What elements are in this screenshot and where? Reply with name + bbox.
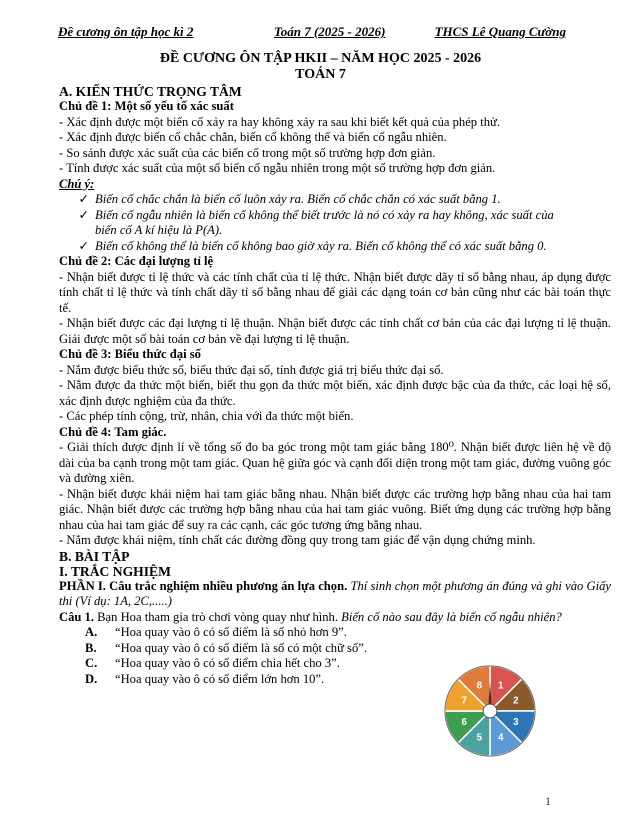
question1-label: Câu 1. <box>59 609 94 624</box>
part1-instructions <box>59 579 611 610</box>
option-b: B. “Hoa quay vào ô có số điểm là số có một chữ số”. <box>85 640 367 655</box>
section-b-heading: B. BÀI TẬP <box>59 548 130 564</box>
page-header <box>58 24 566 40</box>
section-b1-heading: I. TRẮC NGHIỆM <box>59 563 171 579</box>
part1-title: PHẦN I. Câu trắc nghiệm nhiều phương án lựa chọn. <box>59 578 348 593</box>
doc-body <box>59 84 611 687</box>
wheel-number: 3 <box>513 717 519 729</box>
note-item: ✓ Biến cố không thể là biến cố không bao giờ xảy ra. Biến cố không thể có xác suất bằng 0. <box>59 239 611 255</box>
topic4-item: - Giải thích được định lí về tổng số đo ba góc trong một tam giác bằng 180⁰. Nhận biết được liên hệ về độ dài của ba cạnh trong một tam giác. Quan hệ giữa góc và cạnh đối diện trong một tam giác, đường vuông góc và đường xiên. <box>59 440 611 485</box>
topic1-item: - Tính được xác suất của một số biến cố ngẫu nhiên trong một số trường hợp đơn giản. <box>59 161 496 175</box>
page-number: 1 <box>545 794 551 808</box>
wheel-number: 7 <box>461 695 467 707</box>
header-center: Toán 7 (2025 - 2026) <box>274 24 386 39</box>
topic1-title: Chủ đề 1: Một số yếu tố xác suất <box>59 99 234 113</box>
option-c: C. “Hoa quay vào ô có số điểm chia hết cho 3”. <box>85 656 340 670</box>
note-item: ✓ Biến cố chắc chắn là biến cố luôn xảy ra. Biến cố chắc chắn có xác suất bằng 1. <box>59 192 611 208</box>
note-label: Chú ý: <box>59 176 95 191</box>
doc-subtitle: TOÁN 7 <box>295 67 346 82</box>
topic4-item: - Nắm được khái niệm, tính chất các đường đồng quy trong tam giác để vận dụng chứng minh. <box>59 533 536 547</box>
topic3-item: - Các phép tính cộng, trừ, nhân, chia với đa thức một biến. <box>59 409 354 423</box>
checkmark-icon: ✓ <box>78 238 89 253</box>
header-right: THCS Lê Quang Cường <box>434 24 566 39</box>
topic2-item: - Nhận biết được các đại lượng tỉ lệ thuận. Nhận biết được các tính chất cơ bản của các đại lượng tỉ lệ thuận. Giải được một số bài toán cơ bản về đại lượng tỉ lệ thuận. <box>59 316 611 346</box>
note-item: ✓ Biến cố ngẫu nhiên là biến cố không thể biết trước là nó có xảy ra hay không, xác suất của <box>59 208 611 224</box>
topic3-title: Chủ đề 3: Biểu thức đại số <box>59 347 201 361</box>
wheel-number: 5 <box>476 732 483 744</box>
wheel-number: 1 <box>497 680 504 692</box>
topic2-title: Chủ đề 2: Các đại lượng tỉ lệ <box>59 254 214 268</box>
wheel-hub <box>483 704 497 718</box>
checkmark-icon: ✓ <box>78 207 89 222</box>
checkmark-icon: ✓ <box>78 192 89 206</box>
part1-note: Thí sinh chọn một phương án đúng và ghi vào Giấy thi (Ví dụ: 1A, 2C,.....) <box>59 578 612 608</box>
wheel-number: 6 <box>461 717 467 729</box>
section-a-heading: A. KIẾN THỨC TRỌNG TÂM <box>59 84 242 99</box>
topic4-item: - Nhận biết được khái niệm hai tam giác bằng nhau. Nhận biết được các trường hợp bằng nhau của hai tam giác. Nhận biết được các trường hợp bằng nhau của hai tam giác vuông. Biết ứng dụng các trường hợp bằng nhau của hai tam giác để suy ra các cạnh, các góc tương ứng bằng nhau. <box>59 486 611 532</box>
wheel-number: 4 <box>497 732 504 744</box>
question1-ask: Biến cố nào sau đây là biến cố ngẫu nhiên? <box>341 609 562 624</box>
wheel-number: 8 <box>476 680 483 692</box>
topic3-item: - Nắm được đa thức một biến, biết thu gọn đa thức một biến, xác định được bậc của đa thức, các loại hệ số, xác định được nghiệm của đa thức. <box>59 378 611 408</box>
topic1-item: - Xác định được biến cố chắc chắn, biến cố không thể và biến cố ngẫu nhiên. <box>59 130 447 144</box>
topic2-item: - Nhận biết được tỉ lệ thức và các tính chất của tỉ lệ thức. Nhận biết được dãy tỉ số bằng nhau, áp dụng được tính chất tỉ lệ thức và tính chất dãy tỉ số bằng nhau để giải các dạng toán cơ bản cũng như các bài toán thực tế. <box>59 269 611 315</box>
doc-title: ĐỀ CƯƠNG ÔN TẬP HKII – NĂM HỌC 2025 - 2026 <box>159 51 482 66</box>
spinner-wheel-figure <box>441 662 539 760</box>
topic1-item: - Xác định được một biến cố xảy ra hay không xảy ra sau khi biết kết quả của phép thử. <box>59 114 501 129</box>
note-continuation: biến cố A kí hiệu là P(A). <box>95 223 223 237</box>
topic1-item: - So sánh được xác suất của các biến cố trong một số trường hợp đơn giản. <box>59 145 436 160</box>
question1-stem <box>59 610 611 626</box>
option-a: A. “Hoa quay vào ô có số điểm là số nhỏ hơn 9”. <box>85 625 347 639</box>
topic4-title: Chủ đề 4: Tam giác. <box>59 424 167 439</box>
option-d: D. “Hoa quay vào ô có số điểm lớn hơn 10”. <box>85 671 325 686</box>
question1-text: Bạn Hoa tham gia trò chơi vòng quay như hình. <box>94 609 342 624</box>
header-left: Đề cương ôn tập học kì 2 <box>58 24 194 39</box>
topic3-item: - Nắm được biểu thức số, biểu thức đại số, tính được giá trị biểu thức đại số. <box>59 362 444 377</box>
wheel-number: 2 <box>513 695 519 707</box>
